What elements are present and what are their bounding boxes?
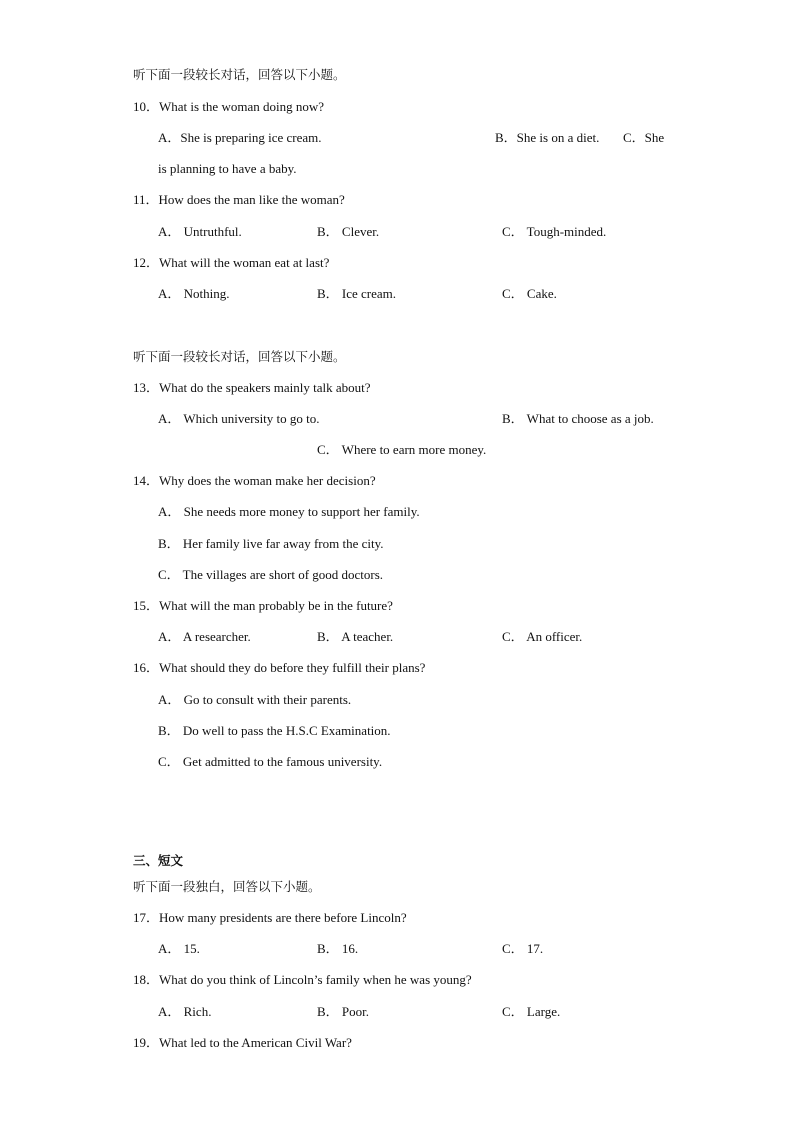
question-10-option-a: A．She is preparing ice cream. bbox=[158, 130, 322, 145]
question-13-stem: 13．What do the speakers mainly talk about? bbox=[133, 380, 371, 395]
question-16-stem: 16．What should they do before they fulfill their plans? bbox=[133, 660, 426, 675]
question-18-option-a: A． Rich. bbox=[158, 1004, 212, 1019]
section-instruction: 听下面一段较长对话，回答以下小题。 bbox=[133, 67, 346, 82]
question-13-option-a: A． Which university to go to. bbox=[158, 411, 320, 426]
question-11-option-b: B． Clever. bbox=[317, 224, 380, 239]
question-17-option-c: C． 17. bbox=[502, 941, 544, 956]
question-15-stem: 15．What will the man probably be in the future? bbox=[133, 598, 393, 613]
question-10-option-b: B．She is on a diet. bbox=[495, 130, 600, 145]
question-17-option-a: A． 15. bbox=[158, 941, 200, 956]
question-12-option-b: B． Ice cream. bbox=[317, 286, 397, 301]
section-instruction: 听下面一段较长对话，回答以下小题。 bbox=[133, 349, 346, 364]
question-15-option-b: B． A teacher. bbox=[317, 629, 394, 644]
question-14-option-b: B． Her family live far away from the city. bbox=[158, 536, 384, 551]
question-12-option-c: C． Cake. bbox=[502, 286, 557, 301]
question-13-option-c: C． Where to earn more money. bbox=[317, 442, 487, 457]
question-14-option-c: C． The villages are short of good doctors. bbox=[158, 567, 384, 582]
question-12-stem: 12．What will the woman eat at last? bbox=[133, 255, 330, 270]
question-19-stem: 19．What led to the American Civil War? bbox=[133, 1035, 352, 1050]
question-18-option-b: B． Poor. bbox=[317, 1004, 370, 1019]
question-10-option-c: C．She bbox=[623, 130, 665, 145]
section-heading: 三、短文 bbox=[133, 853, 184, 868]
question-14-option-a: A． She needs more money to support her family. bbox=[158, 504, 420, 519]
question-13-option-b: B． What to choose as a job. bbox=[502, 411, 654, 426]
question-16-option-a: A． Go to consult with their parents. bbox=[158, 692, 352, 707]
question-17-option-b: B． 16. bbox=[317, 941, 359, 956]
question-14-stem: 14．Why does the woman make her decision? bbox=[133, 473, 376, 488]
question-15-option-a: A． A researcher. bbox=[158, 629, 251, 644]
question-16-option-c: C． Get admitted to the famous university. bbox=[158, 754, 383, 769]
question-18-option-c: C． Large. bbox=[502, 1004, 561, 1019]
question-11-stem: 11．How does the man like the woman? bbox=[133, 192, 345, 207]
question-10-option-c-cont: is planning to have a baby. bbox=[158, 161, 297, 176]
question-18-stem: 18．What do you think of Lincoln’s family when he was young? bbox=[133, 972, 472, 987]
question-15-option-c: C． An officer. bbox=[502, 629, 583, 644]
question-16-option-b: B． Do well to pass the H.S.C Examination. bbox=[158, 723, 391, 738]
question-10-stem: 10．What is the woman doing now? bbox=[133, 99, 324, 114]
question-12-option-a: A． Nothing. bbox=[158, 286, 230, 301]
question-11-option-a: A． Untruthful. bbox=[158, 224, 242, 239]
question-17-stem: 17．How many presidents are there before Lincoln? bbox=[133, 910, 407, 925]
section-instruction: 听下面一段独白，回答以下小题。 bbox=[133, 879, 321, 894]
question-11-option-c: C． Tough-minded. bbox=[502, 224, 607, 239]
